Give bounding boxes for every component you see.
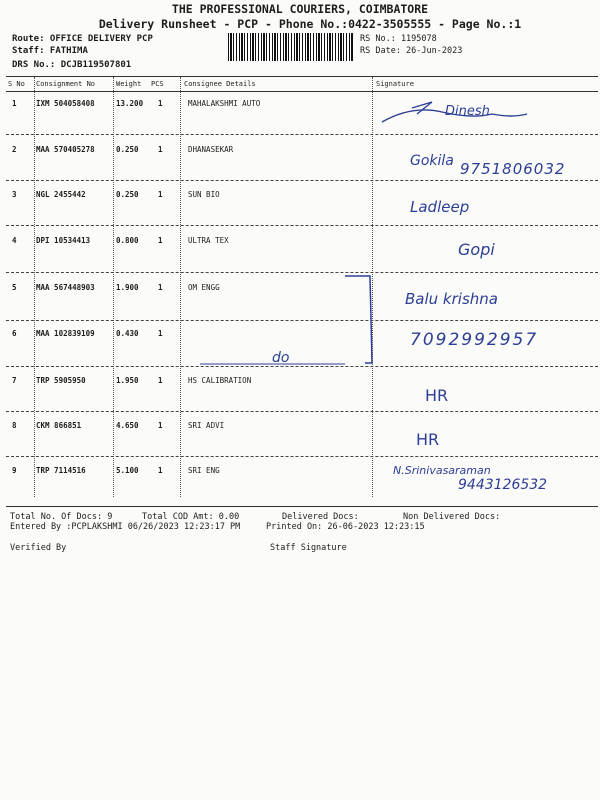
row-sno: 5 [12, 283, 17, 292]
col-header-signature: Signature [376, 80, 414, 88]
row-consignment: CKM 866851 [36, 421, 82, 430]
row-separator [6, 456, 598, 457]
row-sno: 8 [12, 421, 17, 430]
row-weight: 0.430 [116, 329, 139, 338]
row-weight: 0.800 [116, 236, 139, 245]
row-sno: 9 [12, 466, 17, 475]
signature-8: HR [416, 430, 440, 449]
row-consignee: DHANASEKAR [188, 145, 234, 154]
signature-4: Gopi [458, 240, 495, 259]
signature-2-phone: 9751806032 [460, 160, 566, 178]
row-pcs: 1 [158, 421, 163, 430]
table-bottom-rule [6, 506, 598, 507]
table-top-rule [6, 76, 598, 77]
signature-9-name: N.Srinivasaraman [393, 464, 491, 477]
row-pcs: 1 [158, 466, 163, 475]
signature-7: HR [425, 386, 449, 405]
row-consignee: ULTRA TEX [188, 236, 229, 245]
row-consignee: OM ENGG [188, 283, 220, 292]
row-consignment: NGL 2455442 [36, 190, 86, 199]
signature-6-ditto: do [272, 350, 290, 366]
row-sno: 4 [12, 236, 17, 245]
row-separator [6, 411, 598, 412]
row-consignment: MAA 102839109 [36, 329, 95, 338]
rs-number: RS No.: 1195078 [360, 34, 437, 44]
col-divider [180, 77, 181, 497]
col-header-weight: Weight [116, 80, 142, 88]
row-sno: 1 [12, 99, 17, 108]
col-divider [113, 77, 114, 497]
col-header-consignment: Consignment No [36, 80, 96, 88]
row-sno: 3 [12, 190, 17, 199]
row-pcs: 1 [158, 283, 163, 292]
row-separator [6, 134, 598, 135]
entered-by: Entered By :PCPLAKSHMI 06/26/2023 12:23:17 PM [10, 522, 241, 532]
row-separator [6, 180, 598, 181]
col-header-pcs: PCS [151, 80, 164, 88]
row-consignee: SRI ADVI [188, 421, 225, 430]
signature-2-name: Gokila [410, 153, 454, 169]
row-weight: 4.650 [116, 421, 139, 430]
row-weight: 1.900 [116, 283, 139, 292]
delivered-docs: Delivered Docs: [282, 512, 359, 522]
row-weight: 5.100 [116, 466, 139, 475]
drs-number: DRS No.: DCJB119507801 [12, 60, 132, 70]
row-consignee: HS CALIBRATION [188, 376, 252, 385]
row-separator [6, 225, 598, 226]
row-consignment: DPI 10534413 [36, 236, 91, 245]
total-docs: Total No. Of Docs: 9 [10, 512, 113, 522]
company-title: THE PROFESSIONAL COURIERS, COIMBATORE [171, 2, 429, 16]
route-label: Route: OFFICE DELIVERY PCP [12, 34, 153, 44]
non-delivered-docs: Non Delivered Docs: [403, 512, 501, 522]
row-consignment: MAA 570405278 [36, 145, 95, 154]
rs-date: RS Date: 26-Jun-2023 [360, 46, 463, 56]
col-divider [34, 77, 35, 497]
header-rule [6, 91, 598, 92]
row-consignment: TRP 5905950 [36, 376, 86, 385]
row-consignment: IXM 504058408 [36, 99, 95, 108]
row-sno: 6 [12, 329, 17, 338]
total-cod: Total COD Amt: 0.00 [142, 512, 240, 522]
row-pcs: 1 [158, 99, 163, 108]
row-weight: 0.250 [116, 190, 139, 199]
signature-9-phone: 9443126532 [458, 477, 548, 493]
row-pcs: 1 [158, 190, 163, 199]
printed-on: Printed On: 26-06-2023 12:23:15 [266, 522, 425, 532]
signature-1-text: Dinesh [445, 104, 490, 119]
signature-5: Balu krishna [405, 290, 498, 308]
row-weight: 1.950 [116, 376, 139, 385]
barcode [228, 33, 353, 61]
row-consignee: SUN BIO [188, 190, 220, 199]
row-pcs: 1 [158, 329, 163, 338]
row-weight: 13.200 [116, 99, 144, 108]
signature-6-phone: 7092992957 [410, 330, 539, 350]
row-pcs: 1 [158, 376, 163, 385]
col-header-sno: S No [8, 80, 25, 88]
signature-3: Ladleep [410, 198, 470, 216]
verified-by: Verified By [10, 543, 67, 553]
row-sno: 7 [12, 376, 17, 385]
row-consignment: TRP 7114516 [36, 466, 86, 475]
staff-signature: Staff Signature [270, 543, 347, 553]
row-sno: 2 [12, 145, 17, 154]
col-header-consignee: Consignee Details [184, 80, 256, 88]
row-pcs: 1 [158, 236, 163, 245]
staff-label: Staff: FATHIMA [12, 46, 88, 56]
handwritten-bracket [195, 268, 385, 378]
row-consignment: MAA 567448903 [36, 283, 95, 292]
row-consignee: MAHALAKSHMI AUTO [188, 99, 261, 108]
row-consignee: SRI ENG [188, 466, 220, 475]
runsheet-subtitle: Delivery Runsheet - PCP - Phone No.:0422-3505555 - Page No.:1 [98, 17, 522, 31]
row-pcs: 1 [158, 145, 163, 154]
row-weight: 0.250 [116, 145, 139, 154]
